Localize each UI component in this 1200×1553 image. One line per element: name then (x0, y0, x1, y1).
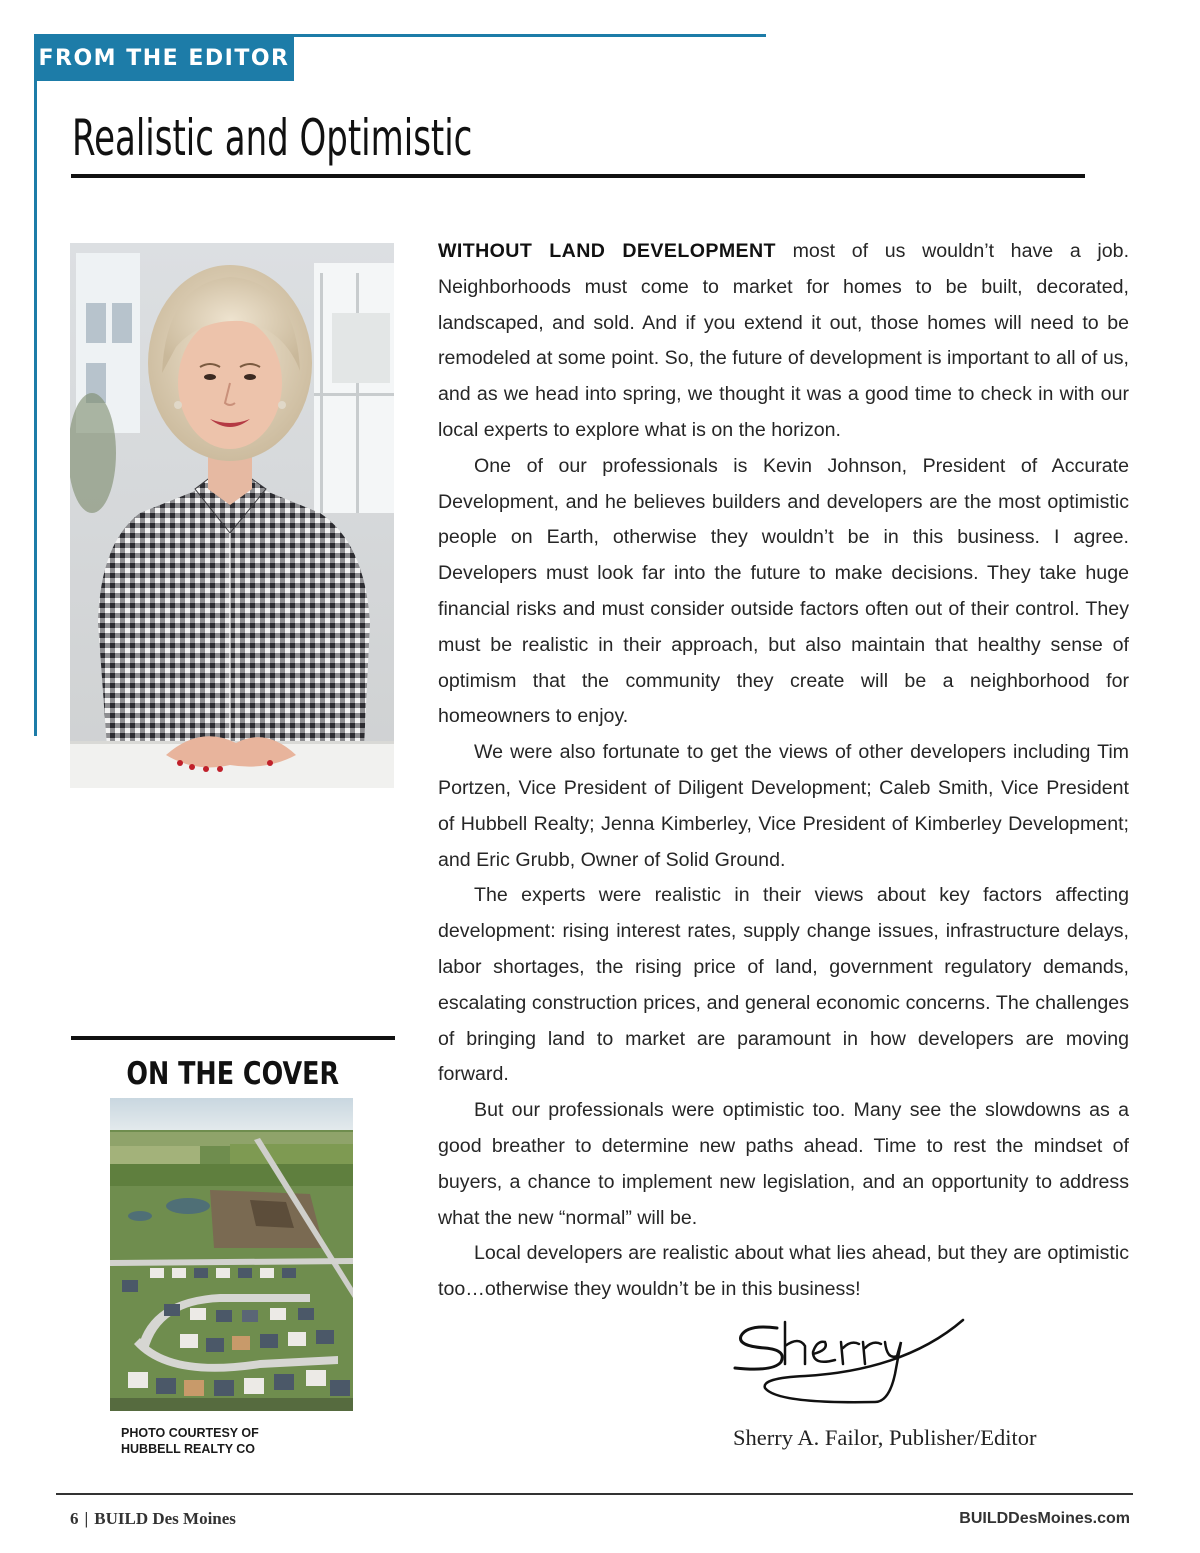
section-tag: FROM THE EDITOR (34, 36, 294, 81)
editor-portrait (70, 243, 394, 788)
cover-credit-line: HUBBELL REALTY CO (121, 1442, 256, 1456)
cover-credit-line: PHOTO COURTESY OF (121, 1426, 259, 1440)
publication-name: BUILD Des Moines (94, 1509, 236, 1528)
signature-caption: Sherry A. Failor, Publisher/Editor (733, 1425, 1037, 1450)
article-paragraph: One of our professionals is Kevin Johnson, President of Accurate Development, and he believes builders and developers are the most optimistic people on Earth, otherwise they wouldn’t be in this business. I agree. Developers must look far into the future to make decisions. They take huge financial risks and must consider outside factors often out of their control. They must be realistic in their approach, but also maintain that healthy sense of optimism that the community they create will be a neighborhood for homeowners to enjoy. (438, 454, 1129, 728)
cover-heading (71, 1052, 395, 1096)
article-paragraph: But our professionals were optimistic too. Many see the slowdowns as a good breather to determine new paths ahead. Time to rest the mindset of buyers, a chance to implement new legislation, and an opportunity to address what the new “normal” will be. (438, 1099, 1129, 1229)
footer-separator: | (84, 1509, 89, 1528)
accent-rule-left (34, 34, 37, 736)
cover-photo (110, 1098, 353, 1411)
article-paragraph: The experts were realistic in their views about key factors affecting development: rising interest rates, supply change issues, infrastructure delays, labor shortages, the rising price of land, government regulatory demands, escalating construction prices, and general economic concerns. The challenges of bringing land to market are paramount in how developers are moving forward. (438, 884, 1129, 1086)
page-number: 6 (70, 1509, 79, 1528)
article-paragraph: Local developers are realistic about what lies ahead, but they are optimistic too…otherwise they wouldn’t be in this business! (438, 1242, 1129, 1301)
article-paragraph: We were also fortunate to get the views of other developers including Tim Portzen, Vice President of Diligent Development; Caleb Smith, Vice President of Hubbell Realty; Jenna Kimberley, Vice President of Kimberley Development; and Eric Grubb, Owner of Solid Ground. (438, 741, 1129, 871)
footer-folio (70, 1507, 236, 1531)
article-lead-in: WITHOUT LAND DEVELOPMENT (438, 240, 776, 262)
editor-signature (725, 1312, 970, 1412)
article-paragraph (438, 234, 1129, 449)
page-title: Realistic and Optimistic (72, 109, 473, 167)
cover-photo-credit (121, 1425, 341, 1457)
footer-rule (56, 1493, 1133, 1495)
cover-heading-text: ON THE COVER (126, 1056, 340, 1092)
headline-rule (71, 174, 1085, 178)
footer-website-link[interactable]: BUILDDesMoines.com (959, 1510, 1130, 1527)
article-paragraph-text: most of us wouldn’t have a job. Neighborhoods must come to market for homes to be built, decorated, landscaped, and sold. And if you extend it out, those homes will need to be remodeled at some point. So, the future of development is important to all of us, and as we head into spring, we thought it was a good time to check in with our local experts to explore what is on the horizon. (438, 240, 1130, 441)
cover-rule (71, 1036, 395, 1040)
article-body (438, 234, 1129, 1308)
